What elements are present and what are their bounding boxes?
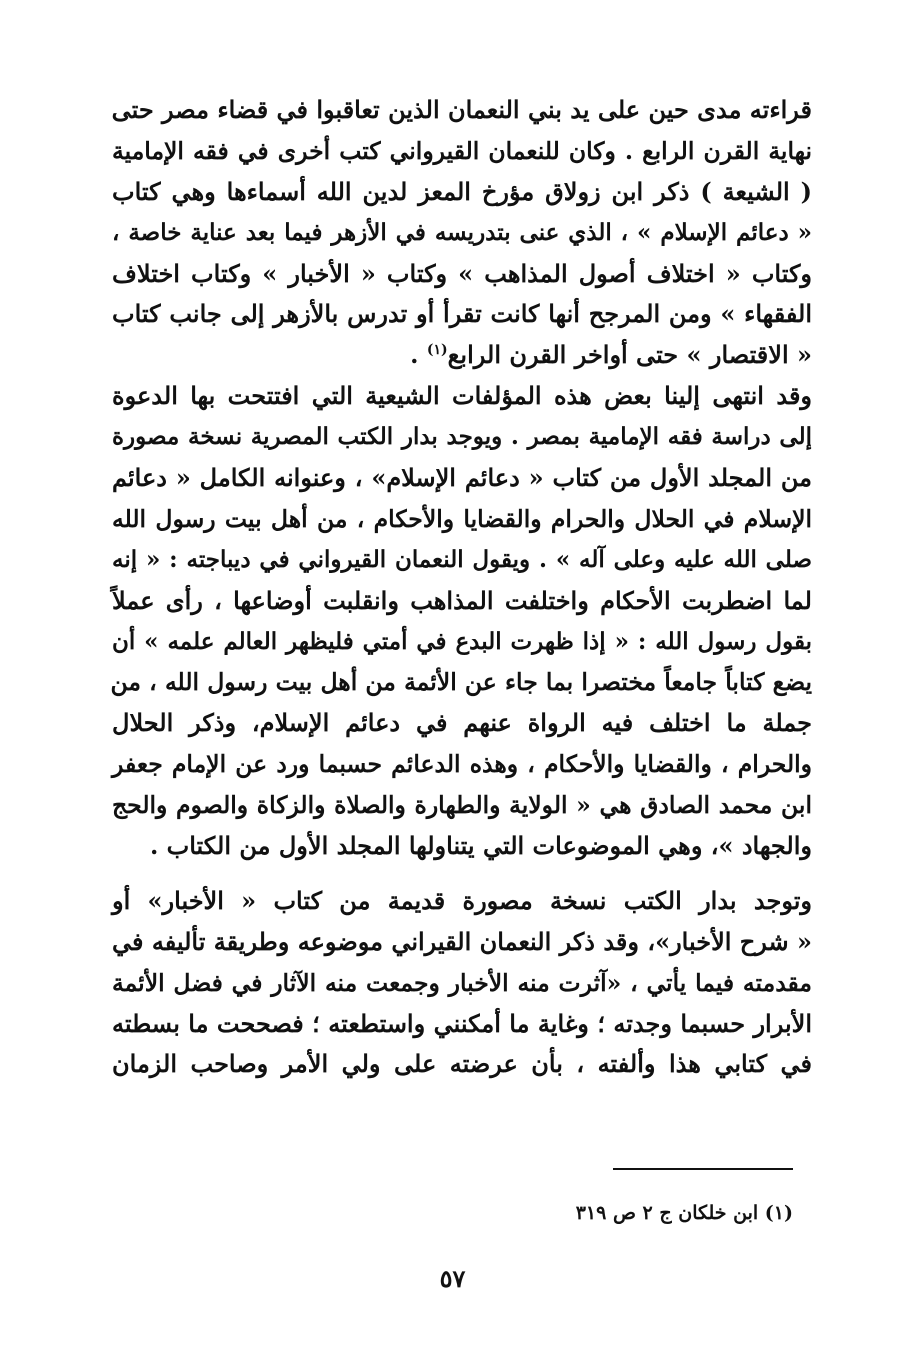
text-line: [112, 335, 812, 376]
text-line: نهاية القرن الرابع . وكان للنعمان القيرواني كتب أخرى في فقه الإمامية: [112, 136, 812, 165]
footnote: (١) ابن خلكان ج ٢ ص ٣١٩: [575, 1202, 793, 1224]
text-line: ( الشيعة ) ذكر ابن زولاق مؤرخ المعز لدين الله أسماءها وهي كتاب: [112, 176, 812, 206]
page-number: ٥٧: [439, 1264, 466, 1293]
text-line: قراءته مدى حين على يد بني النعمان الذين تعاقبوا في قضاء مصر حتى: [111, 95, 812, 124]
text-line: وكتاب « اختلاف أصول المذاهب » وكتاب « الأخبار » وكتاب اختلاف: [112, 258, 812, 288]
text-line-content: « الاقتصار » حتى أواخر القرن الرابع: [447, 340, 812, 370]
text-line: والحرام ، والقضايا والأحكام ، وهذه الدعائم حسبما ورد عن الإمام جعفر: [112, 750, 812, 779]
text-line: بقول رسول الله : « إذا ظهرت البدع في أمتي فليظهر العالم علمه » أن: [112, 627, 812, 655]
body-text: [112, 90, 812, 1085]
paragraph: [112, 90, 812, 376]
footnote-separator: [613, 1168, 793, 1170]
text-line: لما اضطربت الأحكام واختلفت المذاهب وانقلبت أوضاعها ، رأى عملاً: [112, 585, 812, 615]
text-line: الفقهاء » ومن المرجح أنها كانت تقرأ أو تدرس بالأزهر إلى جانب كتاب: [112, 299, 812, 329]
text-line: جملة ما اختلف فيه الرواة عنهم في دعائم الإسلام، وذكر الحلال: [112, 708, 813, 738]
text-line: الإسلام في الحلال والحرام والقضايا والأحكام ، من أهل بيت رسول الله: [112, 504, 812, 533]
paragraph: [112, 376, 812, 867]
text-line: وتوجد بدار الكتب نسخة مصورة قديمة من كتاب « الأخبار» أو: [112, 885, 812, 915]
text-line: صلى الله عليه وعلى آله » . ويقول النعمان القيرواني في ديباجته : « إنه: [112, 545, 812, 573]
paragraph: [112, 881, 812, 1085]
text-line: ابن محمد الصادق هي « الولاية والطهارة والصلاة والزكاة والصوم والحج: [112, 791, 812, 820]
text-line: يضع كتاباً جامعاً مختصرا بما جاء عن الأئمة من أهل بيت رسول الله ، من: [110, 668, 812, 697]
footnote-marker: (١): [426, 342, 448, 359]
text-line: الأبرار حسبما وجدته ؛ وغاية ما أمكنني واستطعته ؛ فصححت ما بسطته: [112, 1008, 812, 1038]
text-line: في كتابي هذا وألفته ، بأن عرضته على ولي الأمر وصاحب الزمان: [112, 1049, 812, 1079]
text-line: إلى دراسة فقه الإمامية بمصر . ويوجد بدار الكتب المصرية نسخة مصورة: [112, 423, 812, 451]
text-line: والجهاد »، وهي الموضوعات التي يتناولها المجلد الأول من الكتاب .: [149, 831, 812, 861]
text-line: « شرح الأخبار»، وقد ذكر النعمان القيراني موضوعه وطريقة تأليفه في: [112, 926, 812, 956]
paragraph-gap: [112, 867, 812, 881]
text-line: من المجلد الأول من كتاب « دعائم الإسلام» ، وعنوانه الكامل « دعائم: [112, 463, 812, 493]
text-line: « دعائم الإسلام » ، الذي عنى بتدريسه في الأزهر فيما بعد عناية خاصة ،: [112, 218, 812, 246]
text-line: وقد انتهى إلينا بعض هذه المؤلفات الشيعية التي افتتحت بها الدعوة: [112, 381, 812, 411]
text-line: مقدمته فيما يأتي ، «آثرت منه الأخبار وجمعت منه الآثار في فضل الأئمة: [112, 968, 812, 997]
text-line-end: .: [410, 340, 427, 370]
